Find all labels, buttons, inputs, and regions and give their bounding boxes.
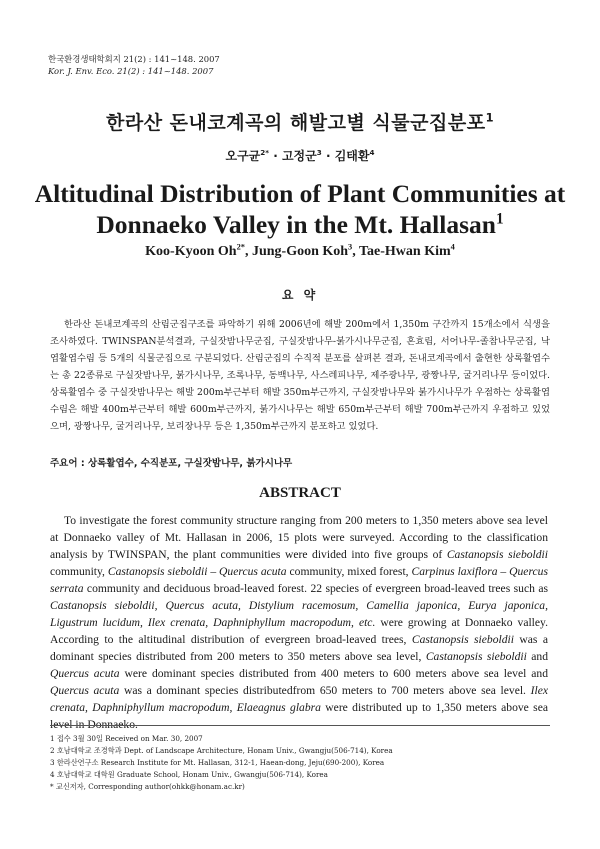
authors-korean [0,147,600,164]
author-ko-1-mark: 2* [260,148,270,157]
title-english-line-2-text: Donnaeko Valley in the Mt. Hallasan [96,210,496,239]
abstract-segment: community, [50,565,108,578]
author-ko-1: 오구균 [225,149,261,163]
abstract-segment: were distributed up to 1,350 meters above sea level in Donnaeko. [50,701,548,731]
footnote-received: 1 접수 3월 30일 Received on Mar. 30, 2007 [50,734,203,743]
author-separator: · [321,149,335,163]
abstract-segment: community, mixed forest, [286,565,412,578]
abstract-species-name: Quercus acuta [50,684,120,697]
abstract-species-name: Castanopsis sieboldii [446,548,548,561]
author-en-3-mark: 4 [450,242,455,252]
author-en-2: Jung-Goon Koh [251,244,349,259]
footnotes [50,733,393,793]
abstract-segment: To investigate the forest community structure ranging from 200 meters to 1,350 meters above sea level at Donnaeko valley of Mt. Hallasan in 2006, 15 plots were surveyed. According to the classification analysis by TWINSPAN, the plant communities were divided into five groups of [50,514,548,561]
summary-korean [50,316,550,435]
author-ko-3-mark: 4 [369,148,375,157]
abstract-segment: community and deciduous broad-leaved forest. 22 species of evergreen broad-leaved trees such as [83,582,548,595]
keywords [50,455,292,469]
author-en-3: Tae-Hwan Kim [358,244,451,259]
abstract-species-name: Quercus acuta [50,667,120,680]
author-ko-2-mark: 3 [316,148,322,157]
abstract-species-name: Carpinus laxiflora – Quercus serrata [50,565,548,595]
title-english [0,178,600,240]
title-english-line-1: Altitudinal Distribution of Plant Communities at [34,179,566,208]
title-korean-footnote-mark: 1 [485,110,494,125]
author-en-1-mark: 2* [236,242,245,252]
author-ko-2: 고정군 [281,149,317,163]
footnote-affiliation-4: 4 호남대학교 대학원 Graduate School, Honam Univ., Gwangju(506-714), Korea [50,770,328,779]
title-english-line-2 [0,209,600,240]
author-separator: · [269,149,282,163]
abstract-segment: and [526,650,549,663]
title-korean-text: 한라산 돈내코계곡의 해발고별 식물군집분포 [105,112,486,134]
author-ko-3: 김태환 [334,149,370,163]
abstract-species-name: Castanopsis sieboldii – Quercus acuta [107,565,287,578]
abstract-species-name: Castanopsis sieboldii [425,650,527,663]
keywords-text: 상록활엽수, 수직분포, 구실잣밤나무, 붉가시나무 [84,458,293,469]
footnote-affiliation-2: 2 호남대학교 조경학과 Dept. of Landscape Architecture, Honam Univ., Gwangju(506-714), Korea [50,746,393,755]
footnote-affiliation-3: 3 한라산연구소 Research Institute for Mt. Hallasan, 312-1, Haean-dong, Jeju(690-200), Korea [50,758,385,767]
journal-citation-ko: 한국환경생태학회지 21(2) : 141~148. 2007 [48,54,220,64]
author-en-sep: , [244,244,252,259]
abstract-segment: were dominant species distributed from 400 meters to 600 meters above sea level and [119,667,548,680]
author-en-sep: , [352,244,359,259]
authors-english [0,244,600,260]
abstract-english [50,512,548,733]
abstract-species-name: Castanopsis sieboldii, Quercus acuta, Distylium racemosum, Camellia japonica, Eurya japonica, Ligustrum lucidum, Ilex crenata, Daphniphyllum macropodum, etc. [50,599,548,629]
abstract-heading: ABSTRACT [259,485,341,501]
abstract-segment: was a dominant species distributed from 200 meters to 350 meters above sea level, [50,633,548,663]
keywords-label: 주요어 : [50,458,85,469]
summary-heading: 요 약 [281,288,319,302]
abstract-species-name: Castanopsis sieboldii [411,633,514,646]
author-en-1: Koo-Kyoon Oh [145,244,237,259]
summary-korean-text: 한라산 돈내코계곡의 산림군집구조를 파악하기 위해 2006년에 해발 200m에서 1,350m 구간까지 15개소에서 식생을 조사하였다. TWINSPAN분석결과, 구실잣밤나무군집, 구실잣밤나무-붉가시나무군집, 혼효림, 서어나무-졸참나무군집, 낙엽활엽수림 등 5개의 식물군집으로 구분되었다. 산림군집의 수직적 분포를 살펴본 결과, 돈내코계곡에서 출현한 상록활엽수는 총 22종류로 구실잣밤나무, 붉가시나무, 조록나무, 동백나무, 사스레피나무, 제주광나무, 광짱나무, 굴거리나무 등이었다. 상록활엽수 중 구실잣밤나무는 해발 200m부근부터 해발 350m부근까지, 구실잣밤나무와 붉가시나무가 우점하는 상록활엽수림은 해발 400m부근부터 해발 600m부근까지, 붉가시나무는 해발 650m부근부터 해발 700m부근까지 우점하고 있었으며, 광짱나무, 굴거리나무, 보리장나무 등은 1,350m부근까지 분포하고 있었다. [50,319,550,432]
footnote-divider [50,725,550,726]
title-english-footnote-mark: 1 [495,210,504,228]
abstract-text [50,512,548,733]
abstract-segment: were growing at Donnaeko valley. According to the altitudinal distribution of evergreen broad-leaved trees, [50,616,548,646]
title-korean [0,108,600,135]
author-en-2-mark: 3 [348,242,353,252]
journal-citation-en: Kor. J. Env. Eco. 21(2) : 141~148. 2007 [48,66,214,76]
footnote-corresponding-author: * 교신저자, Corresponding author(ohkk@honam.ac.kr) [50,782,245,791]
journal-citation [48,53,220,77]
abstract-species-name: Ilex crenata, Daphniphyllum macropodum, Elaeagnus glabra [50,684,548,714]
abstract-segment: was a dominant species distributedfrom 650 meters to 700 meters above sea level. [119,684,531,697]
